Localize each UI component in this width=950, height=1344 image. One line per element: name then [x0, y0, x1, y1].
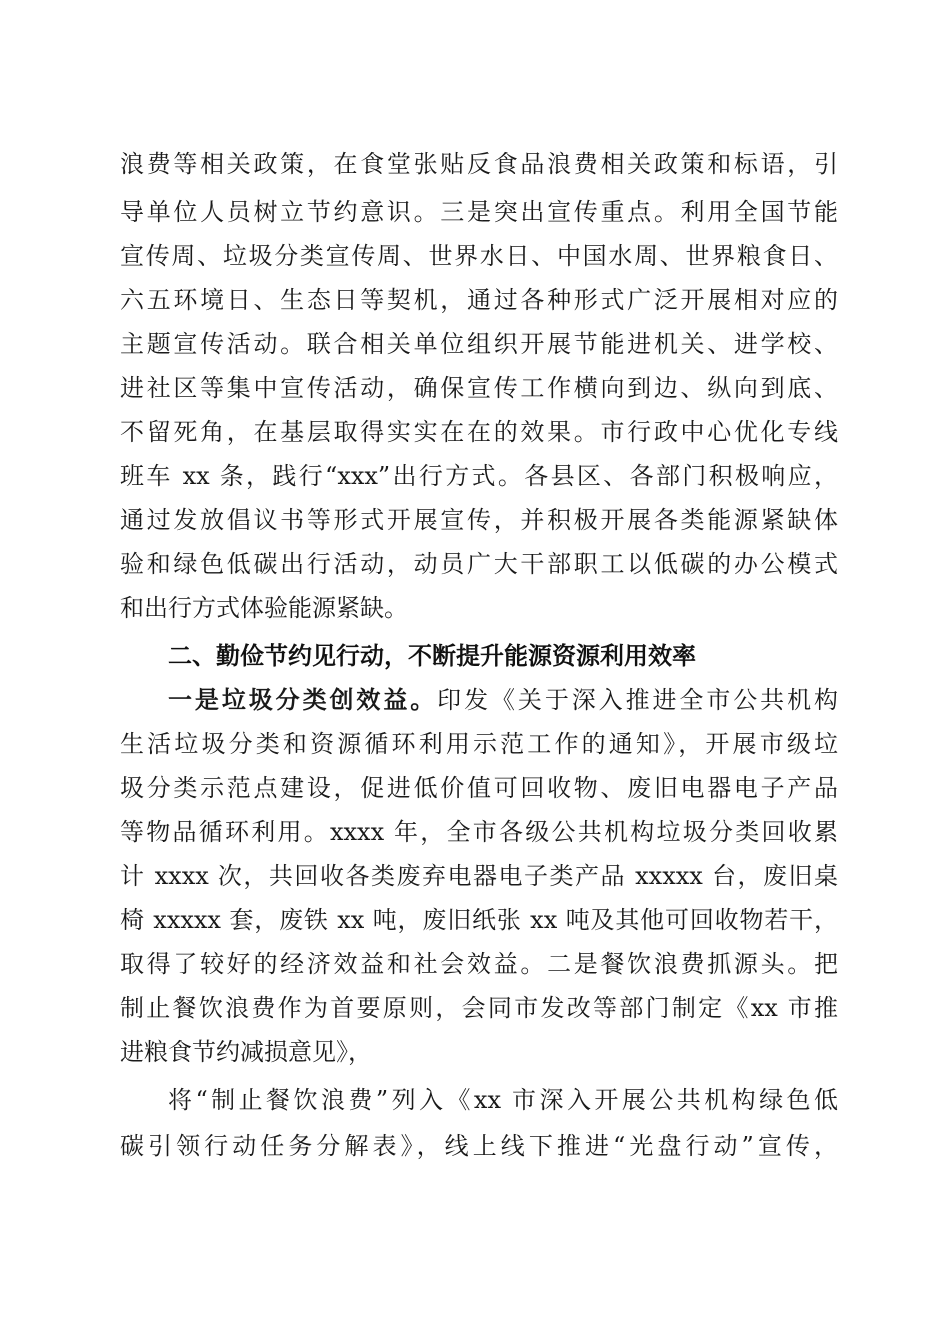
paragraph-line: 六五环境日、生态日等契机，通过各种形式广泛开展相对应的 [120, 286, 838, 314]
paragraph-line: 不留死角，在基层取得实实在在的效果。市行政中心优化专线 [120, 418, 838, 446]
paragraph-lead-rest: 印发《关于深入推进全市公共机构 [437, 686, 839, 714]
paragraph-line: 计 xxxx 次，共回收各类废弃电器电子类产品 xxxxx 台，废旧桌 [120, 862, 838, 890]
paragraph-line: 椅 xxxxx 套，废铁 xx 吨，废旧纸张 xx 吨及其他可回收物若干， [120, 906, 838, 934]
paragraph-line: 进社区等集中宣传活动，确保宣传工作横向到边、纵向到底、 [120, 374, 838, 402]
section-heading: 二、勤俭节约见行动，不断提升能源资源利用效率 [168, 642, 696, 670]
paragraph-line: 班车 xx 条，践行“xxx”出行方式。各县区、各部门积极响应， [120, 462, 838, 490]
paragraph-line: 验和绿色低碳出行活动，动员广大干部职工以低碳的办公模式 [120, 550, 838, 578]
paragraph-line: 主题宣传活动。联合相关单位组织开展节能进机关、进学校、 [120, 330, 838, 358]
paragraph-line: 生活垃圾分类和资源循环利用示范工作的通知》，开展市级垃 [120, 730, 838, 758]
paragraph-line: 将“制止餐饮浪费”列入《xx 市深入开展公共机构绿色低 [168, 1086, 838, 1114]
paragraph-line: 制止餐饮浪费作为首要原则，会同市发改等部门制定《xx 市推 [120, 994, 838, 1022]
paragraph-lead: 一是垃圾分类创效益。 [168, 686, 438, 714]
paragraph-line: 导单位人员树立节约意识。三是突出宣传重点。利用全国节能 [120, 198, 838, 226]
paragraph-line: 碳引领行动任务分解表》，线上线下推进“光盘行动”宣传， [120, 1132, 838, 1160]
paragraph-line: 等物品循环利用。xxxx 年，全市各级公共机构垃圾分类回收累 [120, 818, 838, 846]
paragraph-line: 圾分类示范点建设，促进低价值可回收物、废旧电器电子产品 [120, 774, 838, 802]
paragraph-line: 通过发放倡议书等形式开展宣传，并积极开展各类能源紧缺体 [120, 506, 838, 534]
paragraph-line: 宣传周、垃圾分类宣传周、世界水日、中国水周、世界粮食日、 [120, 242, 838, 270]
paragraph-line: 和出行方式体验能源紧缺。 [120, 594, 408, 622]
paragraph-line: 浪费等相关政策，在食堂张贴反食品浪费相关政策和标语，引 [120, 150, 838, 178]
paragraph-line: 取得了较好的经济效益和社会效益。二是餐饮浪费抓源头。把 [120, 950, 838, 978]
paragraph-line [168, 684, 838, 716]
paragraph-line: 进粮食节约减损意见》， [120, 1038, 372, 1066]
